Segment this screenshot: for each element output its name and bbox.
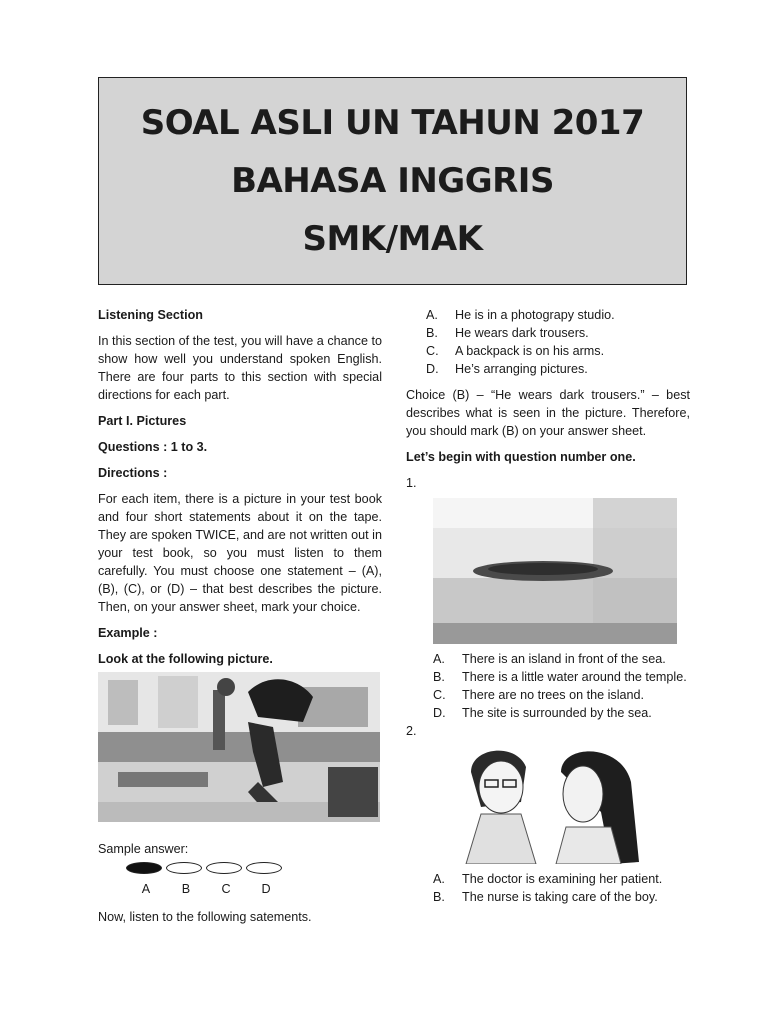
option-letter: D. bbox=[426, 362, 439, 376]
title-line-1: SOAL ASLI UN TAHUN 2017 bbox=[140, 103, 645, 143]
begin-instruction: Let’s begin with question number one. bbox=[406, 450, 636, 464]
bubble-labels bbox=[126, 880, 382, 898]
example-option bbox=[426, 342, 690, 360]
example-option bbox=[426, 306, 690, 324]
q1-option bbox=[433, 686, 690, 704]
option-letter: C. bbox=[433, 688, 446, 702]
example-options bbox=[426, 306, 690, 378]
option-letter: A. bbox=[433, 652, 445, 666]
question-2-number: 2. bbox=[406, 724, 417, 738]
bubble-label-d: D bbox=[261, 882, 271, 896]
question-1-photo bbox=[433, 498, 677, 644]
option-text: There is a little water around the temple. bbox=[462, 670, 687, 684]
option-letter: C. bbox=[426, 344, 439, 358]
option-letter: B. bbox=[433, 670, 445, 684]
left-column bbox=[98, 306, 382, 934]
option-text: He wears dark trousers. bbox=[455, 326, 589, 340]
intro-paragraph: In this section of the test, you will have a chance to show how well you understand spoken English. There are four parts to this section with special directions for each part. bbox=[98, 334, 382, 402]
option-text: He’s arranging pictures. bbox=[455, 362, 588, 376]
section-heading: Listening Section bbox=[98, 308, 203, 322]
example-heading: Example : bbox=[98, 626, 158, 640]
answer-bubble-a[interactable] bbox=[126, 862, 162, 874]
option-letter: A. bbox=[433, 872, 445, 886]
option-text: The nurse is taking care of the boy. bbox=[462, 890, 658, 904]
title-line-3: SMK/MAK bbox=[302, 219, 483, 259]
bubble-label-b: B bbox=[181, 882, 191, 896]
example-option bbox=[426, 324, 690, 342]
option-text: A backpack is on his arms. bbox=[455, 344, 605, 358]
part-heading: Part I. Pictures bbox=[98, 414, 187, 428]
example-option bbox=[426, 360, 690, 378]
option-letter: B. bbox=[433, 890, 445, 904]
title-box bbox=[98, 77, 687, 285]
directions-paragraph: For each item, there is a picture in your test book and four short statements about it on the tape. They are spoken TWICE, and are not written out in your test book, so you must listen to them carefully. You must choose one statement – (A), (B), (C), or (D) – that best describes the picture. Then, on your answer sheet, mark your choice. bbox=[98, 492, 382, 614]
look-instruction: Look at the following picture. bbox=[98, 652, 273, 666]
option-letter: B. bbox=[426, 326, 438, 340]
example-photo bbox=[98, 672, 380, 822]
q2-option bbox=[433, 888, 690, 906]
question-2-options bbox=[433, 870, 690, 906]
q1-option bbox=[433, 650, 690, 668]
question-1-number: 1. bbox=[406, 476, 417, 490]
option-text: There is an island in front of the sea. bbox=[462, 652, 666, 666]
answer-bubble-b[interactable] bbox=[166, 862, 202, 874]
directions-heading: Directions : bbox=[98, 466, 168, 480]
closing-instruction: Now, listen to the following satements. bbox=[98, 910, 312, 924]
option-text: The doctor is examining her patient. bbox=[462, 872, 663, 886]
answer-bubble-c[interactable] bbox=[206, 862, 242, 874]
questions-range: Questions : 1 to 3. bbox=[98, 440, 208, 454]
option-letter: A. bbox=[426, 308, 438, 322]
q1-option bbox=[433, 668, 690, 686]
option-text: There are no trees on the island. bbox=[462, 688, 645, 702]
bubble-label-c: C bbox=[221, 882, 231, 896]
choice-explanation: Choice (B) – “He wears dark trousers.” – best describes what is seen in the picture. Therefore, you should mark (B) on your answer sheet. bbox=[406, 388, 690, 438]
right-column bbox=[406, 306, 690, 906]
sample-answer-label: Sample answer: bbox=[98, 842, 189, 856]
bubble-label-a: A bbox=[141, 882, 151, 896]
q1-option bbox=[433, 704, 690, 722]
option-text: He is in a photograpy studio. bbox=[455, 308, 615, 322]
answer-bubbles bbox=[126, 862, 382, 874]
option-letter: D. bbox=[433, 706, 446, 720]
answer-bubble-d[interactable] bbox=[246, 862, 282, 874]
option-text: The site is surrounded by the sea. bbox=[462, 706, 652, 720]
question-2-photo bbox=[461, 742, 641, 864]
title-line-2: BAHASA INGGRIS bbox=[231, 161, 554, 201]
q2-option bbox=[433, 870, 690, 888]
question-1-options bbox=[433, 650, 690, 722]
